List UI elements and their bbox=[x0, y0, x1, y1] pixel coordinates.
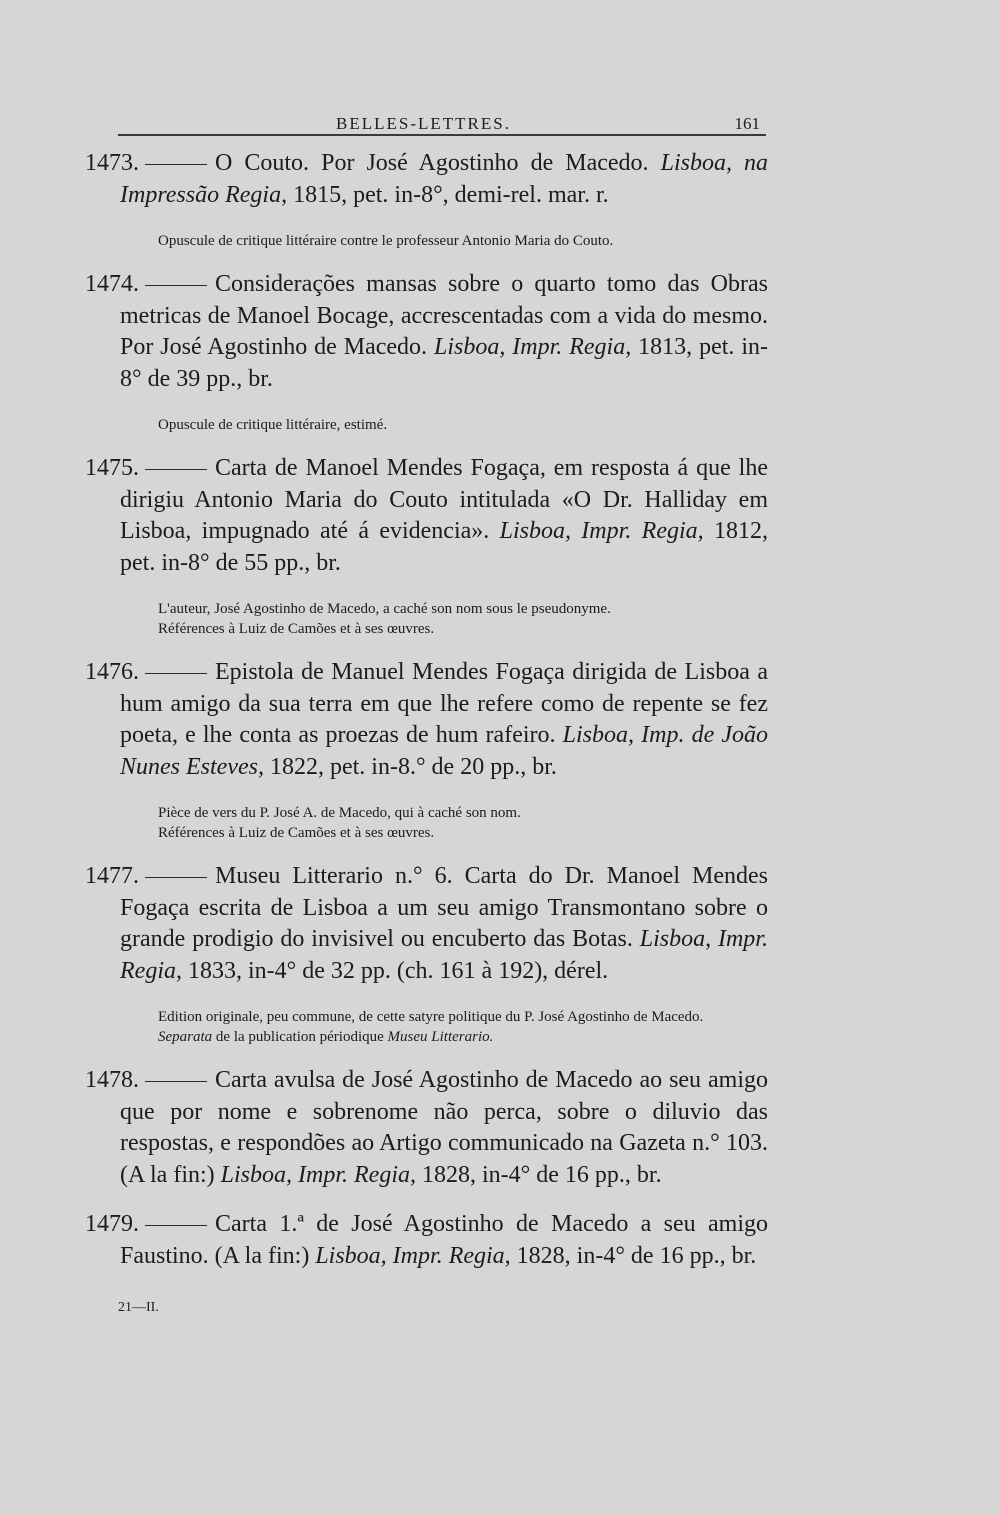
entry-number: 1474. bbox=[85, 271, 139, 297]
entry-number: 1478. bbox=[85, 1067, 139, 1093]
note-segment: Références à Luiz de Camões et à ses œuvres. bbox=[158, 825, 435, 841]
note-line bbox=[120, 1007, 768, 1027]
entry-notes bbox=[120, 1007, 768, 1047]
ditto-dash bbox=[145, 285, 207, 286]
entry-segment: Epistola de Manuel Mendes Fogaça dirigida de Lisboa a hum amigo da sua terra em que lhe refere como de repente se fez poeta, e lhe conta as proezas de hum rafeiro. bbox=[120, 659, 768, 748]
catalogue-entry bbox=[85, 861, 768, 1047]
entry-segment: 1815, pet. in-8°, demi-rel. mar. r. bbox=[287, 181, 609, 208]
entry-segment: 1828, in-4° de 16 pp., br. bbox=[510, 1242, 757, 1269]
imprint-italic: Lisboa, Impr. Regia, bbox=[315, 1242, 511, 1269]
note-segment: Opuscule de critique littéraire contre le professeur Antonio Maria do Couto. bbox=[158, 233, 614, 249]
imprint-italic: Lisboa, na Impressão Regia, bbox=[120, 150, 769, 208]
catalogue-entry bbox=[85, 1065, 768, 1191]
note-segment: Opuscule de critique littéraire, estimé. bbox=[158, 417, 388, 433]
note-line bbox=[120, 823, 768, 843]
note-line bbox=[120, 1027, 768, 1047]
note-line bbox=[120, 599, 768, 619]
entry-segment: Carta 1.ª de José Agostinho de Macedo a seu amigo Faustino. (A la fin:) bbox=[120, 1211, 768, 1269]
imprint-italic: Lisboa, Impr. Regia, bbox=[120, 926, 768, 984]
ditto-dash bbox=[145, 164, 207, 165]
entry-notes bbox=[120, 415, 768, 435]
catalogue-entry bbox=[85, 657, 769, 843]
entry-text bbox=[85, 861, 768, 987]
entry-segment: Carta avulsa de José Agostinho de Macedo ao seu amigo que por nome e sobrenome não perca, sobre o diluvio das respostas, e respondões ao Artigo communicado na Gazeta n.° 103. (A la fin:) bbox=[120, 1067, 768, 1188]
running-title: BELLES-LETTRES. bbox=[336, 114, 511, 133]
catalogue-entry bbox=[85, 148, 769, 251]
entry-notes bbox=[120, 599, 768, 639]
entry-number: 1473. bbox=[85, 150, 139, 176]
entry-segment: O Couto. Por José Agostinho de Macedo. bbox=[215, 150, 661, 176]
entry-text bbox=[85, 148, 769, 211]
entry-text bbox=[85, 453, 768, 579]
note-italic: Separata bbox=[158, 1029, 213, 1045]
entry-number: 1477. bbox=[85, 863, 139, 889]
ditto-dash bbox=[145, 469, 207, 470]
entry-text bbox=[85, 269, 768, 395]
catalogue-entry bbox=[85, 269, 768, 435]
entry-text bbox=[85, 657, 769, 783]
entry-text bbox=[85, 1065, 768, 1191]
entry-notes bbox=[120, 803, 768, 843]
note-segment: de la publication périodique bbox=[212, 1029, 388, 1045]
note-italic: Museu Litterario. bbox=[387, 1029, 494, 1045]
ditto-dash bbox=[145, 1225, 207, 1226]
entry-number: 1479. bbox=[85, 1211, 139, 1237]
note-line bbox=[120, 619, 768, 639]
entry-segment: Considerações mansas sobre o quarto tomo das Obras metricas de Manoel Bocage, accrescentadas com a vida do mesmo. Por José Agostinho de Macedo. bbox=[120, 271, 768, 360]
entry-segment: 1812, pet. in-8° de 55 pp., br. bbox=[120, 518, 768, 576]
entry-segment: Museu Litterario n.° 6. Carta do Dr. Manoel Mendes Fogaça escrita de Lisboa a um seu amigo Transmontano sobre o grande prodigio do invisivel ou encuberto das Botas. bbox=[120, 863, 768, 952]
entry-number: 1475. bbox=[85, 455, 139, 481]
page-number: 161 bbox=[734, 114, 760, 133]
entry-segment: 1813, pet. in-8° de 39 pp., br. bbox=[120, 334, 768, 392]
catalogue-entry bbox=[85, 453, 768, 639]
note-segment: Edition originale, peu commune, de cette satyre politique du P. José Agostinho de Macedo. bbox=[158, 1009, 704, 1025]
note-segment: Pièce de vers du P. José A. de Macedo, qui à caché son nom. bbox=[158, 805, 521, 821]
entry-number: 1476. bbox=[85, 659, 139, 685]
ditto-dash bbox=[145, 877, 207, 878]
note-line bbox=[120, 231, 768, 251]
entry-segment: 1822, pet. in-8.° de 20 pp., br. bbox=[263, 753, 557, 780]
ditto-dash bbox=[145, 673, 207, 674]
printer-signature: 21—II. bbox=[118, 1300, 159, 1315]
note-line bbox=[120, 803, 768, 823]
note-segment: L'auteur, José Agostinho de Macedo, a caché son nom sous le pseudonyme. bbox=[158, 601, 611, 617]
ditto-dash bbox=[145, 1081, 207, 1082]
entry-segment: 1828, in-4° de 16 pp., br. bbox=[415, 1161, 662, 1188]
catalogue-entries bbox=[85, 148, 769, 1290]
catalogue-entry bbox=[85, 1209, 768, 1272]
imprint-italic: Lisboa, Impr. Regia, bbox=[499, 518, 704, 544]
note-segment: Références à Luiz de Camões et à ses œuvres. bbox=[158, 621, 435, 637]
entry-segment: 1833, in-4° de 32 pp. (ch. 161 à 192), dérel. bbox=[181, 957, 609, 984]
note-line bbox=[120, 415, 768, 435]
imprint-italic: Lisboa, Impr. Regia, bbox=[433, 334, 632, 360]
entry-segment: Carta de Manoel Mendes Fogaça, em resposta á que lhe dirigiu Antonio Maria do Couto intitulada «O Dr. Halliday em Lisboa, impugnado até á evidencia». bbox=[120, 455, 768, 544]
entry-notes bbox=[120, 231, 768, 251]
imprint-italic: Lisboa, Imp. de João Nunes Esteves, bbox=[120, 722, 769, 780]
imprint-italic: Lisboa, Impr. Regia, bbox=[220, 1161, 416, 1188]
running-header bbox=[118, 112, 766, 136]
entry-text bbox=[85, 1209, 768, 1272]
